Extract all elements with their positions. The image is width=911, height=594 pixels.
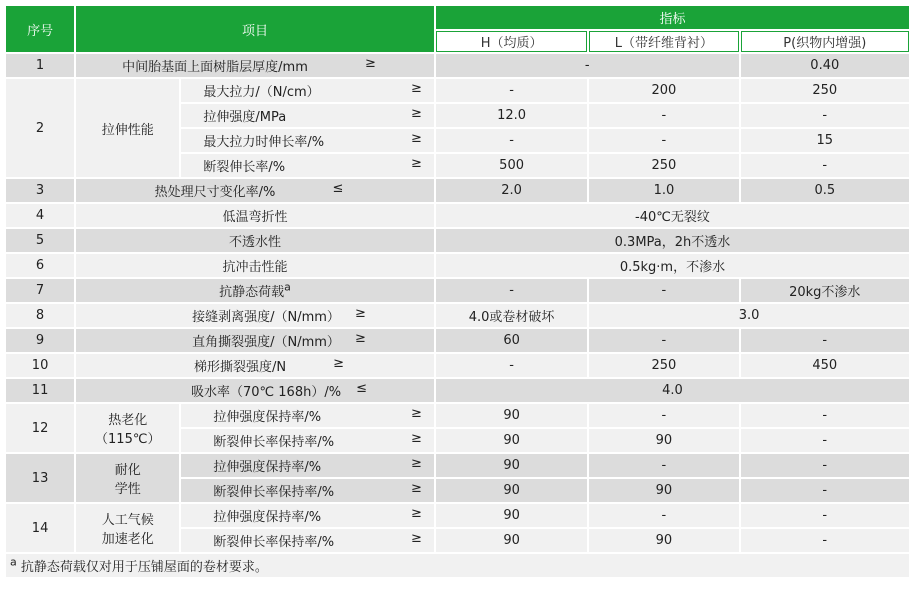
value-p: 15 [741, 129, 909, 152]
table-row [6, 504, 909, 527]
value-h: 90 [436, 454, 587, 477]
value-p: 20kg不渗水 [741, 279, 909, 302]
value-h: 90 [436, 429, 587, 452]
item-cell: 不透水性 [76, 229, 434, 252]
value-l: - [589, 504, 738, 527]
value-all: 0.3MPa，2h不透水 [436, 229, 909, 252]
row-number: 3 [6, 179, 74, 202]
row-number: 6 [6, 254, 74, 277]
row-number: 12 [6, 404, 74, 452]
item-cell: 低温弯折性 [76, 204, 434, 227]
value-h: 2.0 [436, 179, 587, 202]
value-l: 90 [589, 529, 738, 552]
item-cell: 断裂伸长率保持率/% ≥ [181, 429, 434, 452]
value-p: - [741, 404, 909, 427]
value-l: - [589, 404, 738, 427]
item-cell: 最大拉力/（N/cm） ≥ [181, 79, 434, 102]
value-p: - [741, 154, 909, 177]
item-cell: 拉伸强度/MPa ≥ [181, 104, 434, 127]
table-row [6, 79, 909, 102]
item-cell: 热处理尺寸变化率/% ≤ [76, 179, 434, 202]
group-label: 耐化 学性 [76, 454, 179, 502]
header-type-l: L（带纤维背衬） [589, 31, 738, 52]
value-l: 250 [589, 354, 738, 377]
value-all: 4.0 [436, 379, 909, 402]
footnote-row [6, 554, 909, 577]
value-p: - [741, 104, 909, 127]
value-p: 0.5 [741, 179, 909, 202]
footnote-marker: a [284, 280, 291, 294]
value-l: 90 [589, 479, 738, 502]
footnote [6, 554, 909, 577]
table-row [6, 454, 909, 477]
value-h: 90 [436, 529, 587, 552]
item-cell: 抗静态荷载$^a$ [76, 279, 434, 302]
row-number: 2 [6, 79, 74, 177]
item-cell: 吸水率（70℃ 168h）/% ≤ [76, 379, 434, 402]
item-cell: 断裂伸长率/% ≥ [181, 154, 434, 177]
item-cell: 最大拉力时伸长率/% ≥ [181, 129, 434, 152]
table-row [6, 54, 909, 77]
value-p: - [741, 504, 909, 527]
row-number: 10 [6, 354, 74, 377]
value-l: - [589, 129, 738, 152]
table-row [6, 254, 909, 277]
value-h: 500 [436, 154, 587, 177]
table-row [6, 379, 909, 402]
value-l: 90 [589, 429, 738, 452]
value-lp: 3.0 [589, 304, 909, 327]
item-cell: 中间胎基面上面树脂层厚度/mm ≥ [76, 54, 434, 77]
value-l: 250 [589, 154, 738, 177]
header-spec: 指标 [436, 6, 909, 29]
value-hl: - [436, 54, 739, 77]
value-h: 90 [436, 404, 587, 427]
value-p: 250 [741, 79, 909, 102]
header-type-p: P(织物内增强) [741, 31, 909, 52]
value-l: 200 [589, 79, 738, 102]
value-l: 1.0 [589, 179, 738, 202]
value-p: - [741, 454, 909, 477]
value-h: 90 [436, 504, 587, 527]
value-h: - [436, 354, 587, 377]
row-number: 7 [6, 279, 74, 302]
group-label: 热老化 （115℃） [76, 404, 179, 452]
group-label: 拉伸性能 [76, 79, 179, 177]
value-p: - [741, 329, 909, 352]
table-row [6, 179, 909, 202]
group-label: 人工气候 加速老化 [76, 504, 179, 552]
spec-table [4, 4, 911, 579]
item-cell: 梯形撕裂强度/N ≥ [76, 354, 434, 377]
row-number: 9 [6, 329, 74, 352]
value-p: - [741, 429, 909, 452]
item-cell: 直角撕裂强度/（N/mm） ≥ [76, 329, 434, 352]
item-cell: 接缝剥离强度/（N/mm） ≥ [76, 304, 434, 327]
table-row [6, 304, 909, 327]
header-index: 序号 [6, 6, 74, 52]
item-cell: 拉伸强度保持率/% ≥ [181, 454, 434, 477]
value-l: - [589, 104, 738, 127]
footnote-marker: a [10, 555, 17, 569]
item-cell: 断裂伸长率保持率/% ≥ [181, 529, 434, 552]
header-type-h: H（均质） [436, 31, 587, 52]
table-row [6, 204, 909, 227]
row-number: 11 [6, 379, 74, 402]
value-h: - [436, 129, 587, 152]
value-p: 0.40 [741, 54, 909, 77]
value-h: 60 [436, 329, 587, 352]
item-cell: 抗冲击性能 [76, 254, 434, 277]
value-all: 0.5kg·m，不渗水 [436, 254, 909, 277]
value-h: - [436, 79, 587, 102]
value-h: 12.0 [436, 104, 587, 127]
table-row [6, 329, 909, 352]
row-number: 5 [6, 229, 74, 252]
value-h: 4.0或卷材破坏 [436, 304, 587, 327]
row-number: 13 [6, 454, 74, 502]
footnote-text: 抗静态荷载仅对用于压铺屋面的卷材要求。 [20, 560, 268, 575]
value-all: -40℃无裂纹 [436, 204, 909, 227]
value-p: - [741, 479, 909, 502]
value-p: 450 [741, 354, 909, 377]
table-row [6, 229, 909, 252]
table-row [6, 279, 909, 302]
row-number: 1 [6, 54, 74, 77]
value-l: - [589, 329, 738, 352]
value-l: - [589, 279, 738, 302]
value-l: - [589, 454, 738, 477]
item-cell: 拉伸强度保持率/% ≥ [181, 404, 434, 427]
header-item: 项目 [76, 6, 434, 52]
item-cell: 拉伸强度保持率/% ≥ [181, 504, 434, 527]
value-h: - [436, 279, 587, 302]
table-row [6, 354, 909, 377]
item-cell: 断裂伸长率保持率/% ≥ [181, 479, 434, 502]
value-h: 90 [436, 479, 587, 502]
row-number: 4 [6, 204, 74, 227]
row-number: 8 [6, 304, 74, 327]
row-number: 14 [6, 504, 74, 552]
value-p: - [741, 529, 909, 552]
table-row [6, 404, 909, 427]
